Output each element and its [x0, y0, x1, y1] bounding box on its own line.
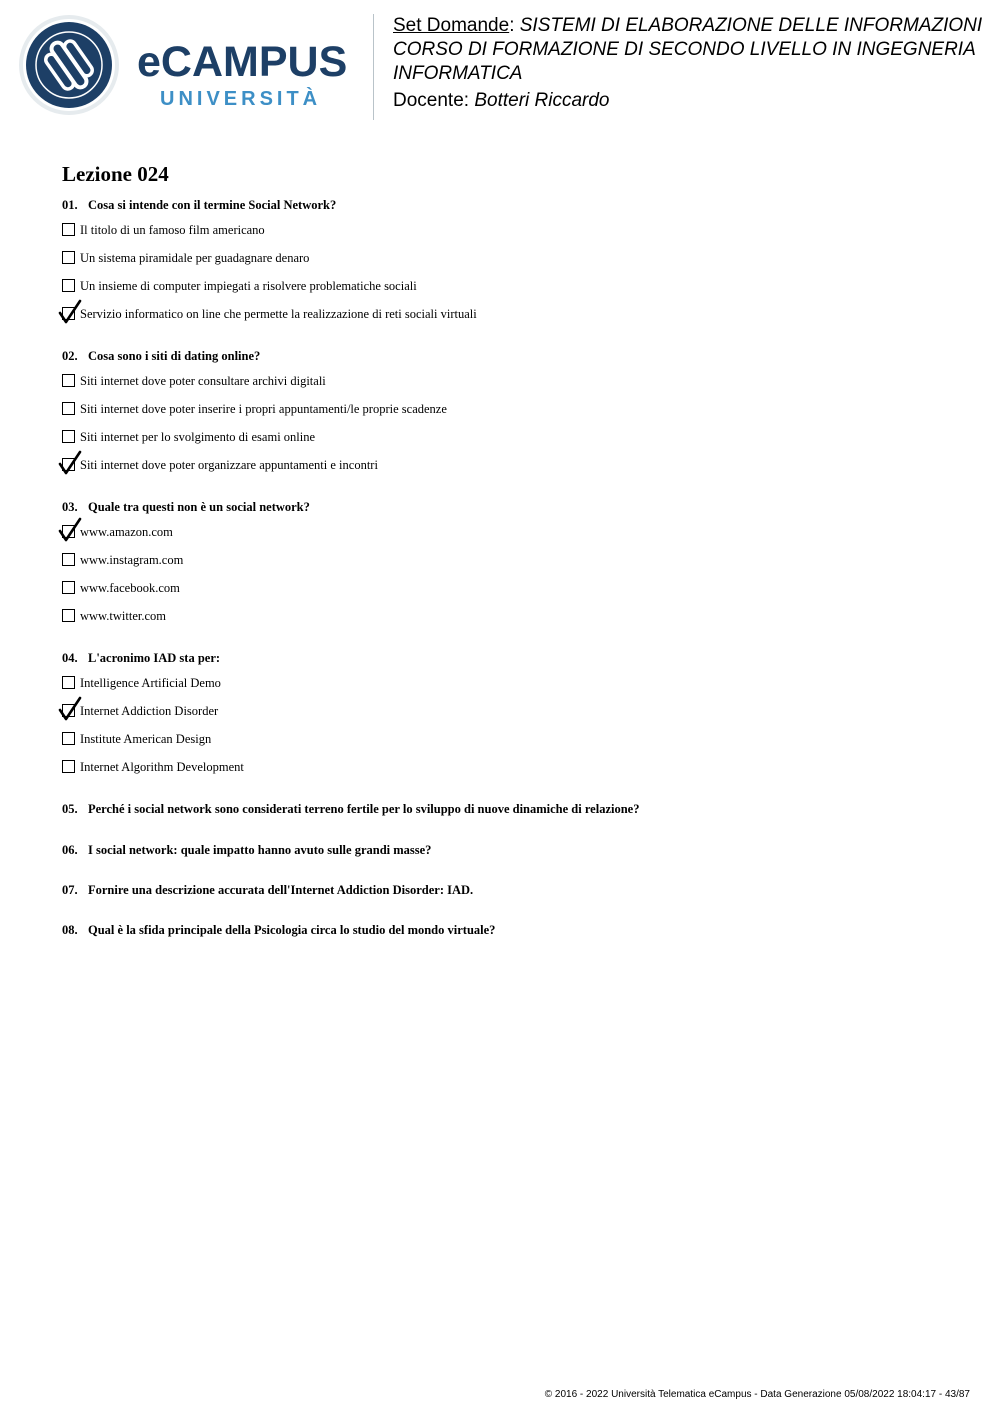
- answer-text: Siti internet dove poter inserire i propri appuntamenti/le proprie scadenze: [80, 402, 447, 416]
- answer-text: Un insieme di computer impiegati a risolvere problematiche sociali: [80, 279, 417, 293]
- docente-line: [393, 89, 993, 113]
- ecampus-logo: [12, 14, 358, 118]
- answer-text: Internet Algorithm Development: [80, 760, 244, 774]
- question-number: 07.: [62, 883, 78, 897]
- answer-checkbox: [62, 430, 75, 443]
- question-06: [62, 843, 431, 858]
- answer-checkbox: [62, 402, 75, 415]
- answer-text: Un sistema piramidale per guadagnare denaro: [80, 251, 310, 265]
- lesson-title: Lezione 024: [62, 162, 169, 186]
- answer-checkbox: [62, 279, 75, 292]
- docente-name: Botteri Riccardo: [474, 90, 610, 111]
- course-header: [393, 14, 993, 113]
- question-text: I social network: quale impatto hanno avuto sulle grandi masse?: [88, 843, 432, 857]
- question-text: Perché i social network sono considerati terreno fertile per lo sviluppo di nuove dinamiche di relazione?: [88, 802, 640, 816]
- question-08: [62, 923, 495, 938]
- answer-checkbox: [62, 732, 75, 745]
- set-label: Set Domande: [393, 15, 510, 36]
- answer-checkbox: [62, 251, 75, 264]
- header-divider: [373, 14, 374, 120]
- question-text: L'acronimo IAD sta per:: [88, 651, 221, 665]
- answer-text: Siti internet dove poter consultare archivi digitali: [80, 374, 326, 388]
- set-line: [393, 14, 993, 38]
- answer-text: Servizio informatico on line che permette la realizzazione di reti sociali virtuali: [80, 307, 477, 321]
- question-text: Quale tra questi non è un social network?: [88, 500, 310, 514]
- logo-sub-text: UNIVERSITÀ: [160, 88, 322, 110]
- course-program: CORSO DI FORMAZIONE DI SECONDO LIVELLO IN INGEGNERIA INFORMATICA: [393, 39, 976, 84]
- docente-label: Docente:: [393, 90, 470, 111]
- answer-text: Siti internet per lo svolgimento di esami online: [80, 430, 316, 444]
- answer-text: Internet Addiction Disorder: [80, 704, 219, 718]
- answer-checkbox: [62, 223, 75, 236]
- question-number: 04.: [62, 651, 78, 665]
- checkmark-icon: [58, 517, 82, 542]
- answer-text: www.twitter.com: [80, 609, 166, 623]
- answer-checkbox: [62, 553, 75, 566]
- checkmark-icon: [58, 696, 82, 721]
- answer-text: Siti internet dove poter organizzare appuntamenti e incontri: [80, 458, 378, 472]
- question-number: 06.: [62, 843, 78, 857]
- ecampus-logo-mark: [12, 14, 358, 118]
- question-text: Qual è la sfida principale della Psicologia circa lo studio del mondo virtuale?: [88, 923, 496, 937]
- answer-checkbox: [62, 760, 75, 773]
- answer-checkbox: [62, 374, 75, 387]
- question-07: [62, 883, 473, 898]
- answer-text: Intelligence Artificial Demo: [80, 676, 221, 690]
- course-name: SISTEMI DI ELABORAZIONE DELLE INFORMAZIONI: [519, 15, 983, 36]
- question-number: 08.: [62, 923, 78, 937]
- question-number: 03.: [62, 500, 78, 514]
- answer-text: www.facebook.com: [80, 581, 180, 595]
- question-text: Cosa sono i siti di dating online?: [88, 349, 261, 363]
- question-number: 02.: [62, 349, 78, 363]
- answer-text: www.amazon.com: [80, 525, 173, 539]
- answer-text: Institute American Design: [80, 732, 212, 746]
- question-text: Cosa si intende con il termine Social Network?: [88, 198, 337, 212]
- answer-text: www.instagram.com: [80, 553, 184, 567]
- answer-checkbox: [62, 676, 75, 689]
- set-separator: :: [509, 15, 515, 36]
- question-01: [62, 198, 336, 213]
- question-02: [62, 349, 260, 364]
- question-05: [62, 802, 639, 817]
- logo-brand-text: eCAMPUS: [137, 38, 348, 86]
- question-03: [62, 500, 310, 515]
- answer-checkbox: [62, 609, 75, 622]
- answer-text: Il titolo di un famoso film americano: [80, 223, 265, 237]
- question-number: 01.: [62, 198, 78, 212]
- question-text: Fornire una descrizione accurata dell'Internet Addiction Disorder: IAD.: [88, 883, 474, 897]
- question-number: 05.: [62, 802, 78, 816]
- checkmark-icon: [58, 450, 82, 475]
- page-footer: © 2016 - 2022 Università Telematica eCampus - Data Generazione 05/08/2022 18:04:17 - 43/87: [544, 1389, 970, 1400]
- checkmark-icon: [58, 299, 82, 324]
- question-04: [62, 651, 220, 666]
- answer-checkbox: [62, 581, 75, 594]
